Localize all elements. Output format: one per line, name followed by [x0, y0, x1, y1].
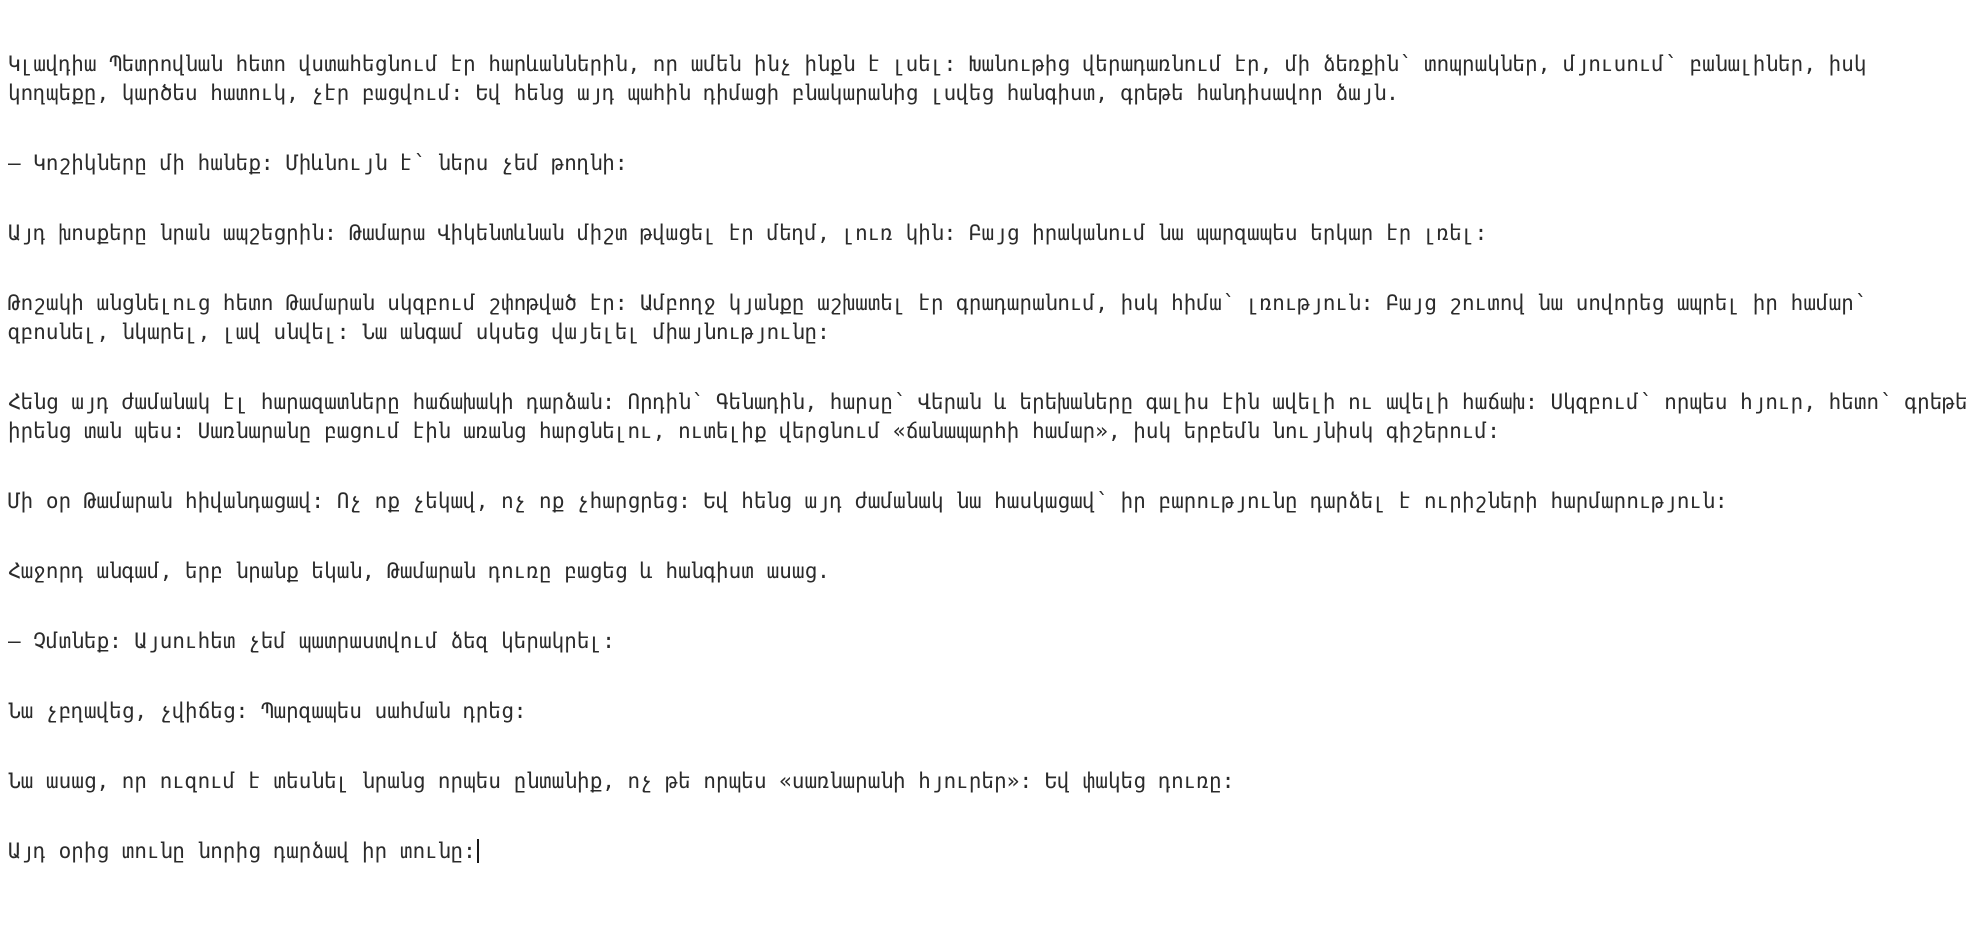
paragraph-1: Կլավդիա Պետրովնան հետո վստահեցնում էր հարևաններին, որ ամեն ինչ ինքն է լսել: Խանութից վերադառնում էր, մի ձեռքին՝ տոպրակներ, մյուսում՝ բանալիներ, իսկ կողպեքը, կարծես հատուկ, չէր բացվում: Եվ հենց այդ պահին դիմացի բնակարանից լսվեց հանգիստ, գրեթե հանդիսավոր ձայն.	[8, 52, 1867, 105]
paragraph-6: Մի օր Թամարան հիվանդացավ: Ոչ ոք չեկավ, ոչ ոք չհարցրեց: Եվ հենց այդ ժամանակ նա հասկացավ՝ իր բարությունը դարձել է ուրիշների հարմարություն:	[8, 489, 1728, 513]
paragraph-11-text: Այդ օրից տունը նորից դարձավ իր տունը:	[8, 839, 476, 863]
paragraph-11	[8, 837, 1968, 866]
paragraph-2: – Կոշիկները մի հանեք: Միևնույն է՝ ներս չեմ թողնի:	[8, 151, 628, 175]
text-cursor	[477, 839, 479, 863]
paragraph-4: Թոշակի անցնելուց հետո Թամարան սկզբում շփոթված էր: Ամբողջ կյանքը աշխատել էր գրադարանում, իսկ հիմա՝ լռություն: Բայց շուտով նա սովորեց ապրել իր համար՝ զբոսնել, նկարել, լավ սնվել: Նա անգամ սկսեց վայելել միայնությունը:	[8, 291, 1867, 344]
paragraph-10: Նա ասաց, որ ուզում է տեսնել նրանց որպես ընտանիք, ոչ թե որպես «սառնարանի հյուրեր»: Եվ փակեց դուռը:	[8, 769, 1235, 793]
paragraph-8: – Չմտնեք: Այսուհետ չեմ պատրաստվում ձեզ կերակրել:	[8, 629, 615, 653]
paragraph-9: Նա չբղավեց, չվիճեց: Պարզապես սահման դրեց:	[8, 699, 527, 723]
paragraph-5: Հենց այդ ժամանակ էլ հարազատները հաճախակի դարձան: Որդին՝ Գենադին, հարսը՝ Վերան և երեխաները գալիս էին ավելի ու ավելի հաճախ: Սկզբում՝ որպես հյուր, հետո՝ գրեթե իրենց տան պես: Սառնարանը բացում էին առանց հարցնելու, ուտելիք վերցնում «ճանապարհի համար», իսկ երբեմն նույնիսկ գիշերում:	[8, 390, 1968, 443]
paragraph-3: Այդ խոսքերը նրան ապշեցրին: Թամարա Վիկենտևնան միշտ թվացել էր մեղմ, լուռ կին: Բայց իրականում նա պարզապես երկար էր լռել:	[8, 221, 1488, 245]
paragraph-7: Հաջորդ անգամ, երբ նրանք եկան, Թամարան դուռը բացեց և հանգիստ ասաց.	[8, 559, 830, 583]
